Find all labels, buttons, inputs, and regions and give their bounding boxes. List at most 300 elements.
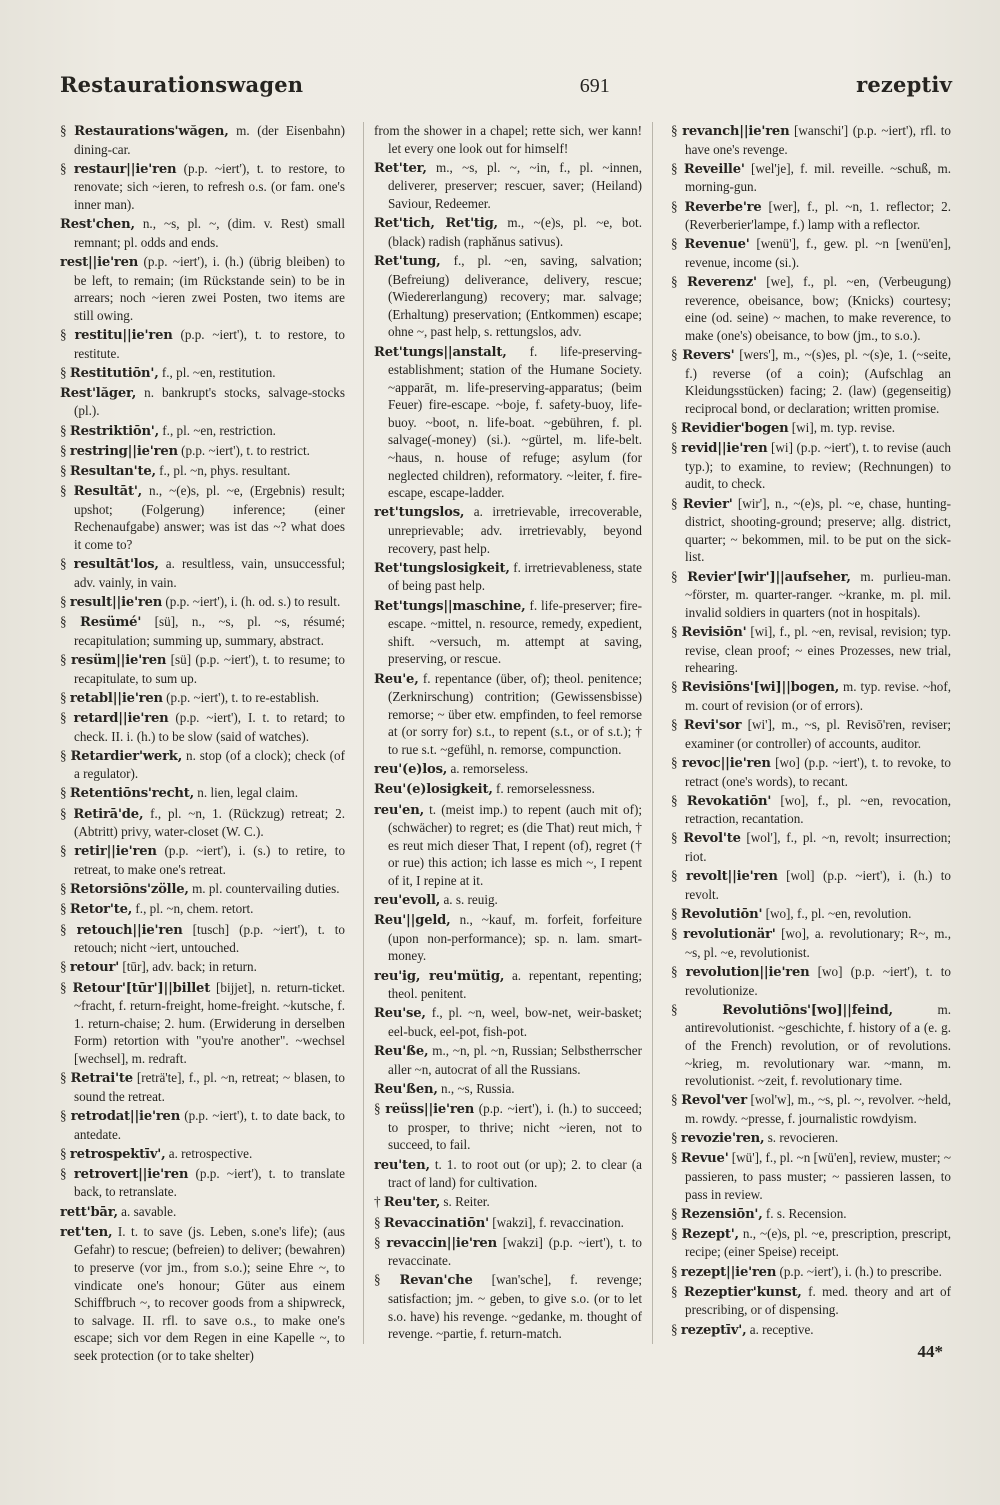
entry-definition: a. resultless, vain, unsuccessful; adv. vainly, in vain. bbox=[74, 556, 346, 590]
entry-definition: (p.p. ~iert'), i. (h.) to succeed; to prosper, to thrive; nicht ~ieren, not to succeed, to fail. bbox=[388, 1101, 643, 1153]
entry-headword: Resümé' bbox=[80, 615, 142, 631]
dictionary-entry bbox=[60, 122, 345, 158]
entry-headword: Reu'se, bbox=[374, 1006, 426, 1022]
entry-sigil: § bbox=[671, 274, 688, 290]
dictionary-entry bbox=[671, 754, 951, 790]
entry-definition: f., pl. ~en, restitution. bbox=[158, 364, 276, 380]
entry-sigil: § bbox=[671, 440, 682, 456]
entry-definition: a. remorseless. bbox=[447, 761, 529, 777]
entry-sigil: § bbox=[671, 1283, 684, 1299]
entry-sigil: § bbox=[60, 709, 74, 725]
dictionary-entry bbox=[60, 422, 345, 441]
dictionary-entry bbox=[671, 122, 951, 158]
entry-sigil: § bbox=[374, 1101, 386, 1117]
dictionary-entry bbox=[374, 1004, 642, 1040]
entry-sigil: § bbox=[374, 1214, 384, 1230]
entry-sigil: § bbox=[60, 1165, 74, 1181]
entry-definition: [wakzi] (p.p. ~iert'), t. to revaccinate. bbox=[388, 1234, 643, 1269]
entry-definition: [wer], f., pl. ~n, 1. reflector; 2. (Reverberier'lampe, f.) lamp with a reflector. bbox=[685, 198, 951, 233]
dictionary-entry bbox=[60, 160, 345, 214]
entry-sigil: § bbox=[374, 1272, 400, 1288]
dictionary-entry bbox=[374, 1100, 642, 1154]
entry-definition: t. (meist imp.) to repent (auch mit of); (schwächer) to regret; es (die That) reut mich, † es reut mich dieser That, I repent (of), regret († or rue) this action; ich lasse es mich ~, I repent of it, I repine at it. bbox=[388, 801, 642, 888]
entry-sigil: § bbox=[671, 679, 682, 695]
dictionary-entry bbox=[671, 905, 951, 924]
entry-definition: f., pl. ~en, restriction. bbox=[159, 422, 276, 438]
entry-definition: [wo] (p.p. ~iert'), t. to revoke, to retract (one's words), to recant. bbox=[685, 754, 951, 789]
entry-definition: n., ~(e)s, pl. ~e, prescription, prescript, recipe; (einer Speise) receipt. bbox=[685, 1225, 951, 1260]
dictionary-entry bbox=[60, 979, 345, 1068]
entry-sigil: § bbox=[60, 326, 75, 342]
entry-definition: (p.p. ~iert'), t. to date back, to antedate. bbox=[74, 1107, 345, 1142]
entry-sigil: § bbox=[671, 123, 683, 138]
dictionary-entry bbox=[671, 1001, 951, 1090]
entry-headword: reu'en, bbox=[374, 802, 424, 818]
entry-headword: Reu'ßen, bbox=[374, 1081, 438, 1097]
entry-sigil: § bbox=[60, 123, 75, 138]
entry-sigil: § bbox=[671, 623, 682, 639]
entry-definition: n., ~s, pl. ~, (dim. v. Rest) small remnant; pl. odds and ends. bbox=[74, 216, 345, 250]
dictionary-entry bbox=[60, 900, 345, 919]
dictionary-entry bbox=[671, 273, 951, 344]
entry-definition: m. (der Eisenbahn) dining-car. bbox=[74, 123, 345, 157]
entry-headword: Revi'sor bbox=[683, 718, 742, 734]
entry-definition: f. irretrievableness, state of being past help. bbox=[388, 559, 642, 594]
entry-definition: [sü] (p.p. ~iert'), t. to resume; to recapitulate, to sum up. bbox=[74, 651, 345, 686]
entry-definition: (p.p. ~iert'), t. to restore, to restitute. bbox=[74, 326, 345, 361]
dictionary-entry bbox=[671, 1129, 951, 1148]
page-number: 691 bbox=[579, 75, 610, 97]
entry-headword: Reu'ter, bbox=[383, 1195, 441, 1211]
entry-headword: Revol'ver bbox=[681, 1093, 747, 1109]
entry-headword: Retour'[tūr']||billet bbox=[72, 980, 211, 996]
entry-headword: reu'ig, reu'mütig, bbox=[374, 968, 505, 984]
dictionary-entry bbox=[671, 925, 951, 961]
dictionary-entry bbox=[60, 784, 345, 803]
dictionary-entry bbox=[60, 462, 345, 481]
entry-sigil: § bbox=[671, 160, 684, 176]
entry-sigil: § bbox=[60, 651, 71, 667]
entry-headword: revolutionär' bbox=[683, 927, 776, 943]
entry-definition: [wol] (p.p. ~iert'), i. (h.) to revolt. bbox=[685, 868, 951, 902]
entry-headword: reüss||ie'ren bbox=[385, 1102, 475, 1118]
entry-definition: (p.p. ~iert'), t. to re-establish. bbox=[162, 689, 320, 705]
dictionary-entry bbox=[374, 597, 642, 668]
entry-definition: a. savable. bbox=[117, 1203, 177, 1219]
dictionary-entry bbox=[374, 1193, 642, 1212]
dictionary-entry bbox=[374, 1271, 642, 1342]
entry-sigil: § bbox=[60, 979, 73, 995]
entry-headword: resultāt'los, bbox=[73, 557, 159, 573]
running-head-left: Restaurationswagen bbox=[60, 72, 304, 97]
dictionary-entry bbox=[671, 1149, 951, 1203]
dictionary-entry bbox=[60, 1145, 345, 1164]
entry-headword: retard||ie'ren bbox=[73, 710, 169, 726]
entry-definition: a. repentant, repenting; theol. penitent. bbox=[388, 967, 643, 1002]
dictionary-entry bbox=[374, 891, 642, 910]
entry-sigil: § bbox=[671, 1001, 723, 1017]
entry-definition: f. life-preserving-establishment; station of the Humane Society. ~apparāt, m. life-preserving-apparatus; (beim Feuer) fire-escape. ~boje, f. safety-buoy, life-buoy. ~boot, n. life-boat. ~gebühren, f. pl. salvage(-money) (si.). ~gürtel, m. life-belt. ~haus, n. house of refuge; asylum (for neglected children), reformatory. ~leiter, f. fire-escape, escape-ladder. bbox=[388, 343, 642, 501]
dictionary-entry bbox=[60, 1107, 345, 1143]
dictionary-entry bbox=[60, 364, 345, 383]
dictionary-entry bbox=[60, 1223, 345, 1365]
dictionary-entry bbox=[60, 326, 345, 362]
dictionary-entry bbox=[671, 1321, 951, 1340]
entry-definition: (p.p. ~iert'), i. (s.) to retire, to retreat, to make one's retreat. bbox=[74, 843, 346, 878]
entry-sigil: § bbox=[60, 805, 74, 821]
entry-headword: Revan'che bbox=[399, 1273, 473, 1289]
dictionary-entry bbox=[60, 1165, 345, 1201]
entry-sigil: § bbox=[671, 568, 688, 584]
entry-headword: Reu'(e)losigkeit, bbox=[374, 782, 493, 798]
entry-definition: [wenü'], f., gew. pl. ~n [wenü'en], revenue, income (si.). bbox=[685, 236, 952, 270]
entry-sigil: § bbox=[60, 747, 71, 763]
entry-definition: n., ~s, Russia. bbox=[437, 1080, 515, 1096]
dictionary-entry bbox=[671, 495, 951, 566]
entry-definition: f. repentance (über, of); theol. penitence; (Zerknirschung) contrition; (Gewissensbisse) remorse; ~ über etw. empfinden, to feel remorse at (or sorry for) s.t., to repent (s.t., or of s.t.); † to rue s.t. ~gefühl, n. remorse, compunction. bbox=[388, 670, 642, 757]
entry-sigil: § bbox=[60, 483, 74, 499]
entry-definition: f., pl. ~n, phys. resultant. bbox=[155, 463, 291, 479]
entry-headword: Rezeptier'kunst, bbox=[683, 1284, 802, 1300]
entry-sigil: § bbox=[60, 843, 75, 859]
entry-definition: s. revocieren. bbox=[764, 1130, 839, 1146]
dictionary-entry bbox=[374, 1234, 642, 1270]
entry-sigil: § bbox=[60, 785, 70, 801]
entry-definition: s. Reiter. bbox=[440, 1194, 490, 1210]
entry-sigil: § bbox=[671, 1205, 681, 1221]
dictionary-entry bbox=[671, 867, 951, 903]
entry-sigil: § bbox=[671, 830, 684, 846]
entry-definition: f. remorselessness. bbox=[492, 781, 595, 797]
entry-headword: revid||ie'ren bbox=[681, 441, 768, 457]
entry-headword: reu'ten, bbox=[374, 1157, 430, 1173]
dictionary-entry bbox=[60, 482, 345, 553]
entry-headword: Revolutiōns'[wo]||feind, bbox=[722, 1002, 893, 1018]
entry-definition: from the shower in a chapel; rette sich, wer kann! let every one look out for himself! bbox=[374, 123, 642, 156]
dictionary-entry bbox=[671, 235, 951, 271]
entry-headword: Retorsiōns'zölle, bbox=[69, 882, 189, 898]
entry-definition: (p.p. ~iert'), t. to translate back, to retranslate. bbox=[74, 1165, 345, 1200]
entry-sigil: § bbox=[671, 1150, 681, 1166]
dictionary-entry bbox=[60, 384, 345, 420]
entry-sigil: § bbox=[671, 754, 682, 770]
entry-headword: restaur||ie'ren bbox=[73, 161, 177, 177]
dictionary-entry bbox=[60, 593, 345, 612]
entry-definition: f., pl. ~n, chem. retort. bbox=[132, 901, 254, 917]
dictionary-entry bbox=[374, 670, 642, 759]
entry-definition: a. irretrievable, irrecoverable, unreprievable; adv. irretrievably, beyond recovery, past help. bbox=[388, 504, 642, 556]
column-right bbox=[671, 122, 951, 1361]
entry-headword: revoc||ie'ren bbox=[681, 755, 771, 771]
entry-sigil: § bbox=[60, 593, 70, 609]
entry-headword: Revidier'bogen bbox=[680, 421, 789, 437]
entry-headword: Revenue' bbox=[684, 237, 750, 253]
entry-headword: retrovert||ie'ren bbox=[73, 1166, 189, 1182]
entry-definition: [wo] (p.p. ~iert'), t. to revolutionize. bbox=[685, 964, 951, 998]
entry-headword: retour' bbox=[69, 960, 120, 976]
entry-headword: revolt||ie'ren bbox=[685, 869, 778, 885]
entry-sigil: § bbox=[60, 1107, 71, 1123]
entry-headword: Resultāt', bbox=[73, 484, 143, 500]
dictionary-entry bbox=[671, 439, 951, 493]
entry-sigil: § bbox=[671, 717, 684, 733]
entry-definition: m. typ. revise. ~hof, m. court of revision (or of errors). bbox=[685, 679, 952, 713]
entry-definition: [wo], a. revolutionary; R~, m., ~s, pl. ~e, revolutionist. bbox=[685, 926, 951, 960]
dictionary-entry bbox=[671, 792, 951, 828]
entry-sigil: § bbox=[60, 556, 74, 572]
dictionary-entry bbox=[60, 1069, 345, 1105]
dictionary-entry bbox=[374, 252, 642, 341]
entry-headword: ret'ten, bbox=[60, 1224, 113, 1240]
entry-headword: retabl||ie'ren bbox=[69, 690, 163, 706]
entry-definition: (p.p. ~iert'), i. (h.) to prescribe. bbox=[776, 1263, 942, 1279]
entry-definition: m., ~s, pl. ~, ~in, f., pl. ~innen, deliverer, preserver; rescuer, saver; (Heiland) Saviour, Redeemer. bbox=[388, 159, 642, 211]
dictionary-entry bbox=[671, 1283, 951, 1319]
entry-headword: Retirā'de, bbox=[73, 806, 144, 822]
entry-definition: a. receptive. bbox=[746, 1321, 814, 1337]
dictionary-entry bbox=[60, 1203, 345, 1222]
entry-sigil: § bbox=[671, 236, 685, 252]
entry-sigil: § bbox=[60, 614, 81, 630]
dictionary-entry bbox=[374, 967, 642, 1003]
entry-definition: n. lien, legal claim. bbox=[194, 785, 299, 801]
entry-headword: Revier'[wir']||aufseher, bbox=[687, 569, 851, 585]
dictionary-entry bbox=[60, 747, 345, 783]
dictionary-entry bbox=[374, 1080, 642, 1099]
entry-definition: [wol'], f., pl. ~n, revolt; insurrection; riot. bbox=[685, 830, 951, 865]
dictionary-entry bbox=[374, 760, 642, 779]
dictionary-entry bbox=[374, 1042, 642, 1078]
dictionary-entry bbox=[671, 678, 951, 714]
entry-headword: Revol'te bbox=[683, 831, 741, 847]
entry-headword: Restitutiōn', bbox=[69, 365, 159, 381]
entry-headword: rezept||ie'ren bbox=[680, 1264, 777, 1280]
entry-definition: f., pl. ~n, weel, bow-net, weir-basket; eel-buck, eel-pot, fish-pot. bbox=[388, 1005, 642, 1039]
column-right-entries bbox=[671, 122, 951, 1339]
column-middle bbox=[363, 122, 653, 1344]
dictionary-entry bbox=[671, 716, 951, 752]
entry-headword: Revokatiōn' bbox=[686, 793, 772, 809]
entry-definition: a. s. reuig. bbox=[440, 892, 498, 908]
entry-definition: [wo], f., pl. ~en, revolution. bbox=[762, 906, 912, 922]
entry-sigil: § bbox=[671, 792, 687, 808]
entry-headword: Restriktiōn', bbox=[69, 423, 160, 439]
entry-sigil: § bbox=[671, 906, 681, 922]
dictionary-entry bbox=[671, 419, 951, 438]
entry-definition: f., pl. ~en, saving, salvation; (Befreiung) deliverance, delivery, rescue; (Wiedererlangung) recovery; mar. salvage; (Erhaltung) preservation; (Entkommen) escape; ohne ~, past help, s. rettungslos, adv. bbox=[388, 252, 642, 340]
entry-headword: Reu'||geld, bbox=[374, 913, 451, 929]
entry-sigil: § bbox=[60, 442, 70, 458]
entry-definition: a. retrospective. bbox=[165, 1145, 253, 1161]
entry-headword: Rest'chen, bbox=[60, 217, 135, 233]
dictionary-entry bbox=[671, 623, 951, 677]
entry-sigil: § bbox=[60, 901, 70, 917]
entry-headword: Revier' bbox=[682, 496, 733, 512]
entry-definition: [wi'], m., ~s, pl. Revisō'ren, reviser; examiner (or controller) of accounts, auditor. bbox=[685, 717, 951, 751]
entry-headword: revaccin||ie'ren bbox=[386, 1235, 497, 1251]
entry-headword: Revisiōns'[wi]||bogen, bbox=[681, 680, 840, 696]
entry-definition: n. stop (of a clock); check (of a regulator). bbox=[74, 747, 345, 782]
entry-definition: [wanschi'] (p.p. ~iert'), rfl. to have one's revenge. bbox=[685, 123, 952, 157]
entry-headword: Ret'tich, Ret'tig, bbox=[374, 216, 498, 232]
entry-definition: I. t. to save (js. Leben, s.one's life); (aus Gefahr) to rescue; (befreien) to deliver; (bewahren) to preserve (vor jm., from s.o.); seine Ehre ~, to vindicate one's honour; Güter aus einem Schiffbruch ~, to recover goods from a shipwreck, to salvage. II. rfl. to save o.s., to make one's escape; sich vor dem Regen in eine Kapelle ~, to seek protection (or to take shelter) bbox=[74, 1223, 345, 1363]
entry-headword: retouch||ie'ren bbox=[76, 922, 183, 938]
entry-sigil: § bbox=[671, 1130, 681, 1146]
dictionary-entry bbox=[671, 829, 951, 865]
entry-headword: Revue' bbox=[680, 1151, 729, 1167]
entry-headword: Restaurations'wăgen, bbox=[74, 124, 229, 139]
entry-definition: n., ~kauf, m. forfeit, forfeiture (upon non-performance); sp. n. lam. smart-money. bbox=[388, 912, 642, 964]
entry-headword: Reverbe're bbox=[684, 199, 762, 215]
entry-definition: [wol'w], m., ~s, pl. ~, revolver. ~held, m. rowdy. ~presse, f. journalistic rowdyism. bbox=[685, 1092, 951, 1126]
entry-headword: rett'bār, bbox=[60, 1204, 118, 1220]
entry-sigil: § bbox=[671, 964, 686, 979]
entry-definition: [wers'], m., ~(s)es, pl. ~(s)e, 1. (~seite, f.) reverse (of a coin); (Aufschlag an Kleidungsstücken) facing; 2. (law) (gegenseitig) reciprocal bond, or declaration; written promise. bbox=[685, 347, 951, 416]
entry-sigil: § bbox=[671, 1263, 681, 1279]
entry-headword: Rezept', bbox=[681, 1226, 739, 1242]
entry-definition: m., ~(e)s, pl. ~e, bot. (black) radish (raphănus sativus). bbox=[388, 215, 642, 249]
entry-headword: revanch||ie'ren bbox=[682, 124, 790, 139]
dictionary-entry bbox=[671, 198, 951, 234]
entry-definition: m. antirevolutionist. ~geschichte, f. history of a (e. g. of the French) revolution, or of revolutions. ~krieg, m. revolutionary war. ~mann, m. revolutionist. ~zeit, f. revolutionary time. bbox=[685, 1001, 951, 1089]
entry-headword: Resultan'te, bbox=[69, 464, 156, 480]
dictionary-entry bbox=[374, 1156, 642, 1192]
dictionary-entry bbox=[60, 880, 345, 899]
entry-headword: rezeptīv', bbox=[680, 1322, 747, 1338]
entry-headword: Revolutiōn' bbox=[680, 907, 763, 923]
entry-headword: Retentiōns'recht, bbox=[69, 786, 195, 802]
entry-headword: Reu'ße, bbox=[374, 1044, 429, 1060]
running-head-right: rezeptiv bbox=[856, 72, 952, 97]
dictionary-entry bbox=[671, 963, 951, 999]
entry-definition: [reträ'te], f., pl. ~n, retreat; ~ blasen, to sound the retreat. bbox=[74, 1070, 345, 1104]
dictionary-entry bbox=[374, 1214, 642, 1233]
dictionary-entry bbox=[60, 651, 345, 687]
columns bbox=[60, 122, 952, 1366]
entry-sigil: § bbox=[60, 959, 70, 975]
dictionary-entry bbox=[671, 160, 951, 196]
entry-definition: [wi], f., pl. ~en, revisal, revision; typ. revise, clean proof; ~ eines Prozesses, new trial, rehearing. bbox=[685, 623, 951, 676]
dictionary-entry bbox=[60, 805, 345, 841]
entry-sigil: § bbox=[671, 1092, 682, 1108]
entry-sigil: § bbox=[671, 868, 686, 884]
entry-sigil: § bbox=[671, 1225, 682, 1241]
entry-sigil: § bbox=[671, 1321, 681, 1337]
entry-headword: retrospektīv', bbox=[69, 1146, 166, 1162]
entry-headword: Reu'e, bbox=[374, 671, 419, 687]
entry-definition: [wakzi], f. revaccination. bbox=[488, 1214, 624, 1230]
entry-headword: Ret'tung, bbox=[374, 253, 441, 269]
entry-definition: (p.p. ~iert'), t. to restore, to renovate; sich ~ieren, to refresh o.s. (or fam. one's inner man). bbox=[74, 160, 345, 212]
dictionary-entry bbox=[374, 801, 642, 890]
entry-definition: [tusch] (p.p. ~iert'), t. to retouch; nicht ~iert, untouched. bbox=[74, 921, 345, 956]
entry-headword: Rest'lăger, bbox=[60, 385, 137, 401]
dictionary-entry bbox=[60, 555, 345, 591]
entry-definition: [we], f., pl. ~en, (Verbeugung) reverence, obeisance, bow; (Knicks) courtesy; eine (od. seine) ~ machen, to make reverence, to make (one's) obeisance, to bow (jm., to s.o.). bbox=[685, 274, 951, 343]
entry-headword: revolution||ie'ren bbox=[685, 965, 810, 980]
column-left bbox=[60, 122, 345, 1366]
entry-headword: result||ie'ren bbox=[69, 594, 163, 610]
entry-definition: (p.p. ~iert'), t. to restrict. bbox=[177, 442, 310, 458]
entry-definition: f. med. theory and art of prescribing, or of dispensing. bbox=[685, 1283, 951, 1318]
entry-sigil: § bbox=[671, 198, 685, 214]
entry-sigil: § bbox=[60, 463, 70, 479]
entry-headword: Retardier'werk, bbox=[70, 748, 183, 764]
entry-headword: Revisiōn' bbox=[681, 624, 747, 640]
entry-headword: Reverenz' bbox=[687, 275, 757, 291]
dictionary-entry bbox=[374, 122, 642, 157]
entry-headword: retir||ie'ren bbox=[74, 844, 157, 860]
entry-definition: [wi], m. typ. revise. bbox=[788, 420, 896, 436]
entry-definition: (p.p. ~iert'), i. (h.) (übrig bleiben) to be left, to remain; (im Rückstande sein) to be in arrears; noch ~ieren zwei Posten, two items are still owing. bbox=[74, 253, 345, 323]
entry-sigil: § bbox=[671, 347, 683, 363]
dictionary-entry bbox=[60, 709, 345, 745]
dictionary-entry bbox=[60, 689, 345, 708]
entry-definition: [wü'], f., pl. ~n [wü'en], review, muster; ~ passieren, to pass muster; ~ passieren lassen, to pass in review. bbox=[685, 1150, 951, 1202]
dictionary-entry bbox=[60, 958, 345, 977]
entry-definition: [bijjet], n. return-ticket. ~fracht, f. return-freight, home-freight. ~kutsche, f. 1. return-chaise; 2. hum. (Erwiderung in derselben Form) retortion with "you're another". ~wechsel [wechsel], m. redraft. bbox=[74, 979, 345, 1066]
entry-headword: Revaccinatiōn' bbox=[383, 1215, 489, 1231]
entry-definition: [wan'sche], f. revenge; satisfaction; jm. ~ geben, to give s.o. (or to let s.o. have) his revenge. ~gedanke, m. thought of revenge. ~partie, f. return-match. bbox=[388, 1272, 642, 1342]
entry-sigil: § bbox=[60, 1070, 71, 1086]
dictionary-entry bbox=[671, 1225, 951, 1261]
dictionary-entry bbox=[671, 1263, 951, 1282]
entry-definition: [wir'], n., ~(e)s, pl. ~e, chase, hunting-district, shooting-ground; preserve; allg. district, quarter; ~ bekommen, mil. to be put on the sick-list. bbox=[685, 495, 951, 565]
dictionary-entry bbox=[671, 568, 951, 622]
entry-headword: resüm||ie'ren bbox=[70, 652, 167, 668]
entry-headword: retrodat||ie'ren bbox=[70, 1108, 181, 1124]
entry-definition: m., ~n, pl. ~n, Russian; Selbstherrscher aller ~n, autocrat of all the Russians. bbox=[388, 1043, 642, 1077]
dictionary-entry bbox=[60, 253, 345, 324]
entry-headword: Ret'tungs||anstalt, bbox=[374, 344, 507, 360]
dictionary-entry bbox=[374, 343, 642, 502]
entry-definition: f. s. Recension. bbox=[762, 1205, 847, 1221]
entry-sigil: § bbox=[374, 1234, 387, 1250]
entry-sigil: § bbox=[671, 926, 684, 942]
entry-definition: [tūr], adv. back; in return. bbox=[119, 959, 257, 975]
entry-sigil: § bbox=[60, 921, 77, 937]
entry-headword: ret'tungslos, bbox=[374, 505, 465, 521]
entry-sigil: § bbox=[60, 689, 70, 705]
dictionary-entry bbox=[374, 780, 642, 799]
dictionary-entry bbox=[60, 613, 345, 649]
entry-definition: [wo], f., pl. ~en, revocation, retraction, recantation. bbox=[685, 792, 952, 827]
entry-sigil: § bbox=[60, 1145, 70, 1161]
entry-definition: m. pl. countervailing duties. bbox=[188, 881, 340, 897]
dictionary-entry bbox=[671, 1091, 951, 1127]
dictionary-entry bbox=[374, 214, 642, 250]
entry-definition: f., pl. ~n, 1. (Rückzug) retreat; 2. (Abtritt) privy, water-closet (W. C.). bbox=[74, 805, 345, 840]
dictionary-entry bbox=[671, 1205, 951, 1224]
entry-headword: Rezensiōn', bbox=[680, 1206, 763, 1222]
entry-definition: (p.p. ~iert'), I. t. to retard; to check. II. i. (h.) to be slow (said of watches). bbox=[74, 709, 345, 744]
entry-sigil: § bbox=[60, 160, 74, 176]
entry-sigil: § bbox=[671, 420, 681, 436]
entry-headword: Revers' bbox=[682, 348, 735, 364]
entry-headword: restitu||ie'ren bbox=[74, 327, 173, 343]
entry-headword: Retrai'te bbox=[70, 1071, 133, 1087]
dictionary-entry bbox=[60, 215, 345, 251]
dictionary-entry bbox=[60, 921, 345, 957]
entry-sigil: § bbox=[671, 495, 683, 511]
entry-headword: revozie'ren, bbox=[680, 1131, 765, 1147]
entry-sigil: † bbox=[374, 1194, 384, 1210]
entry-headword: rest||ie'ren bbox=[60, 254, 139, 270]
dictionary-entry bbox=[374, 559, 642, 595]
entry-definition: (p.p. ~iert'), i. (h. od. s.) to result. bbox=[162, 593, 341, 609]
entry-definition: [sü], n., ~s, pl. ~s, résumé; recapitulation; summing up, summary, abstract. bbox=[74, 614, 345, 648]
entry-headword: Ret'ter, bbox=[374, 160, 427, 176]
